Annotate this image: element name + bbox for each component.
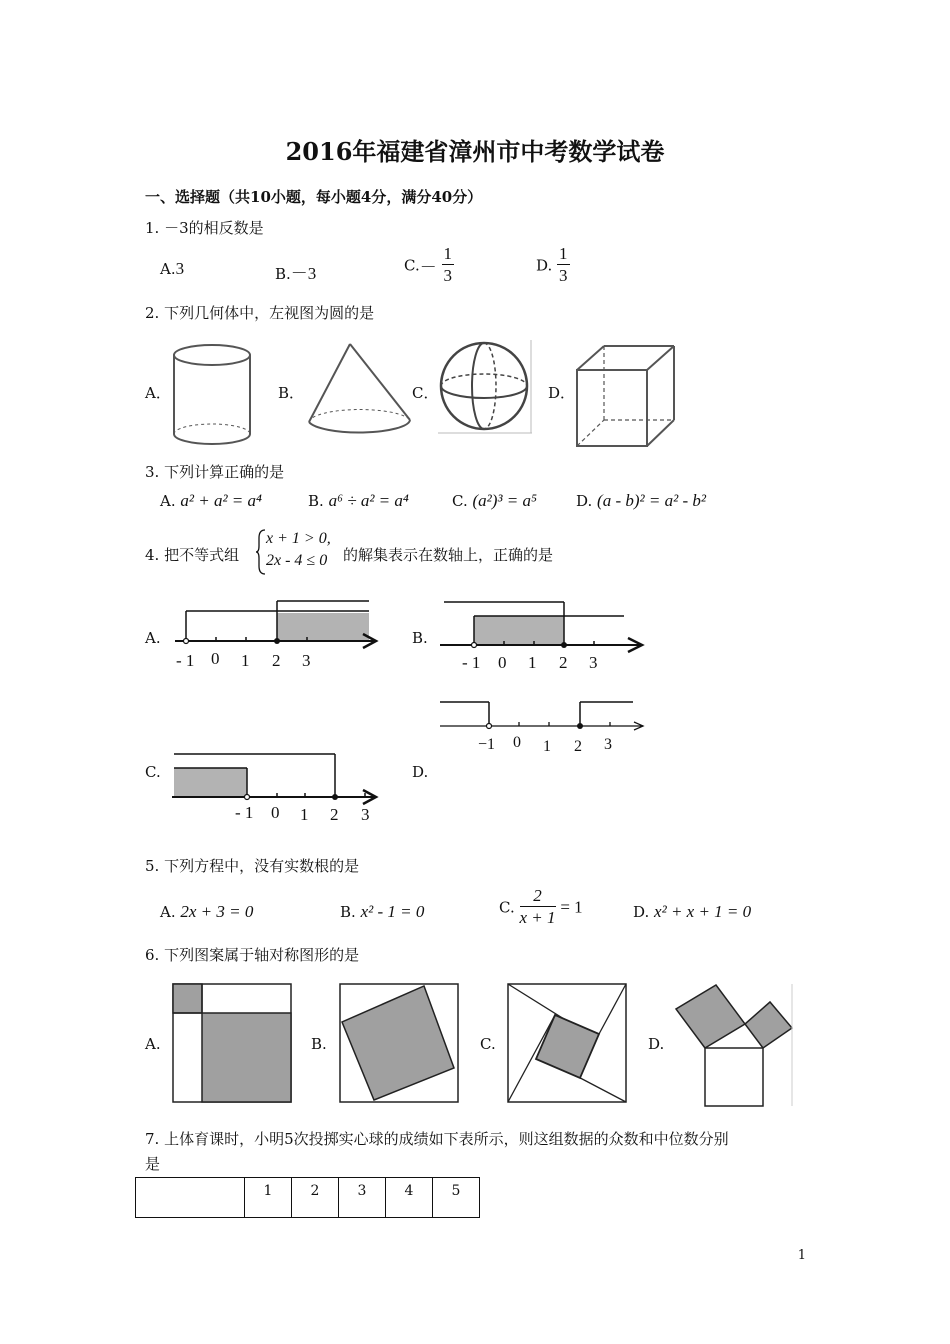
q5-option-a: A. 2x + 3 = 0 [160,902,254,921]
table-row [136,1178,480,1218]
q2-option-d-label: D． [548,384,576,402]
tick-label: 2 [330,805,339,824]
pattern-b-figure [338,982,462,1106]
tick-label: 3 [361,805,370,824]
tick-label: 0 [498,653,507,672]
q3-option-c: C. (a²)³ = a⁵ [452,491,537,510]
q4-option-a-label: A. [145,629,161,647]
inequality-1: x + 1 > 0, [266,530,331,547]
q1-option-d: D. $\frac{1}{3}$ [536,244,568,285]
pattern-a-figure [171,982,295,1106]
q2-option-c-label: C． [412,384,439,402]
table-header-cell: 5 [433,1178,480,1218]
sphere-figure [436,338,536,438]
table-header-cell [136,1178,245,1218]
q6-option-b-label: B. [311,1035,327,1053]
page-number: 1 [797,1248,806,1263]
q5-option-b: B. x² - 1 = 0 [340,902,425,921]
number-line-c [170,750,385,808]
question-7-stem-line1: 7. 上体育课时，小明5次投掷实心球的成绩如下表所示，则这组数据的众数和中位数分别 [145,1130,729,1148]
tick-label: −1 [478,736,496,753]
number-line-d [438,696,648,736]
q6-option-a-label: A. [145,1035,161,1053]
q3-option-a: A. a² + a² = a⁴ [160,491,262,510]
q3-option-d: D. (a - b)² = a² - b² [576,491,706,510]
table-header-cell: 1 [245,1178,292,1218]
q2-option-b-label: B． [278,384,305,402]
inequality-2: 2x - 4 ≤ 0 [266,552,328,569]
table-header-cell: 3 [339,1178,386,1218]
q5-option-d: D. x² + x + 1 = 0 [633,902,752,921]
pattern-d-figure [672,982,796,1110]
question-3-stem: 3. 下列计算正确的是 [145,463,285,481]
tick-label: 3 [302,651,311,670]
results-table [135,1177,480,1218]
tick-label: 0 [271,803,280,822]
tick-label: 1 [300,805,309,824]
tick-label: 1 [241,651,250,670]
tick-label: 1 [543,738,551,755]
tick-label: - 1 [462,653,481,672]
tick-label: - 1 [235,803,254,822]
cube-figure [575,342,680,450]
question-2-stem: 2. 下列几何体中，左视图为圆的是 [145,304,375,322]
cone-figure [302,340,422,440]
tick-label: 2 [559,653,568,672]
question-1-stem: 1. －3的相反数是 [145,219,264,237]
tick-label: 3 [589,653,598,672]
tick-label: 0 [211,649,220,668]
q4-option-b-label: B. [412,629,428,647]
q5-option-c: C. $\frac{2}{x + 1}$ = 1 [499,886,583,927]
tick-label: 2 [574,738,582,755]
tick-label: 3 [604,736,612,753]
tick-label: 0 [513,734,521,751]
tick-label: 1 [528,653,537,672]
q2-option-a-label: A． [145,384,171,402]
q6-option-d-label: D. [648,1035,665,1053]
q3-option-b: B. a⁶ ÷ a² = a⁴ [308,491,409,510]
table-header-cell: 2 [292,1178,339,1218]
pattern-c-figure [506,982,630,1106]
q1-option-b: B.－3 [275,264,317,283]
question-7-stem-line2: 是 [145,1155,161,1173]
number-line-b [438,598,653,658]
q1-option-a: A.3 [160,259,185,278]
page-title: 2016年福建省漳州市中考数学试卷 [285,137,665,166]
question-4-stem-prefix: 4. 把不等式组 [145,546,240,564]
q4-option-d-label: D. [412,763,429,781]
table-header-cell: 4 [386,1178,433,1218]
q4-option-c-label: C. [145,763,161,781]
question-4-stem-suffix: 的解集表示在数轴上，正确的是 [343,546,554,564]
cylinder-figure [170,340,260,450]
tick-label: 2 [272,651,281,670]
q6-option-c-label: C. [480,1035,496,1053]
question-5-stem: 5. 下列方程中，没有实数根的是 [145,857,360,875]
section-heading: 一、选择题（共10小题，每小题4分，满分40分） [145,188,483,206]
tick-label: - 1 [176,651,195,670]
question-6-stem: 6. 下列图案属于轴对称图形的是 [145,946,360,964]
q1-option-c: C.－ $\frac{1}{3}$ [404,244,452,285]
number-line-a [170,598,385,650]
